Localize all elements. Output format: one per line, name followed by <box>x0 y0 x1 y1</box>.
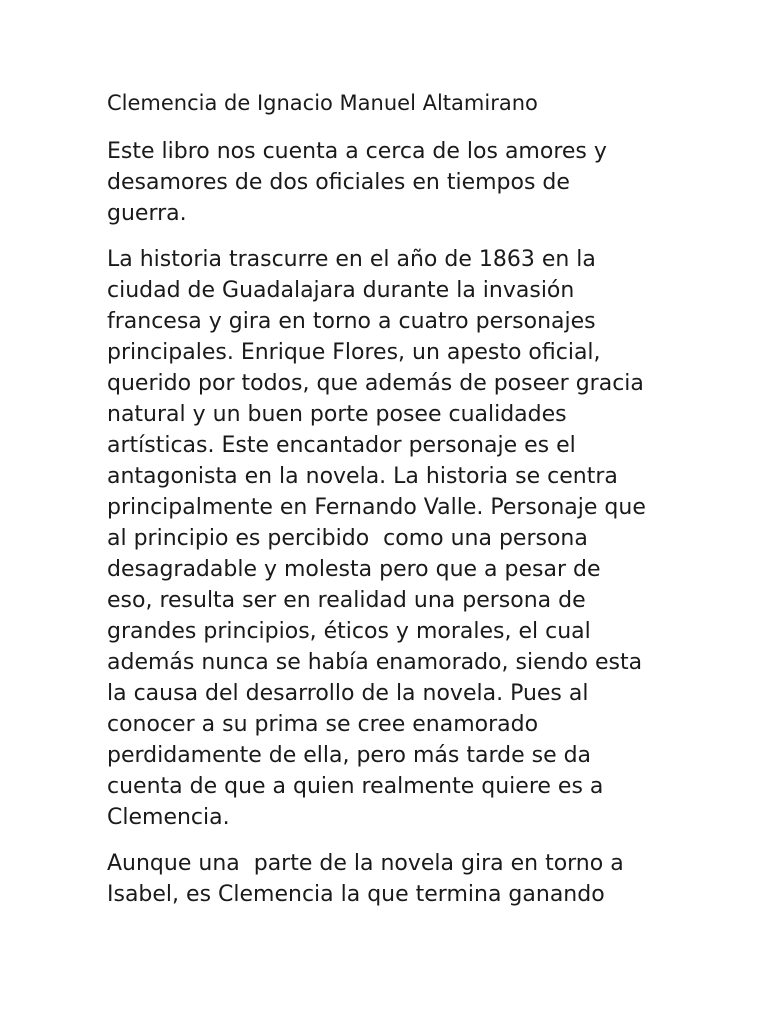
text-line: natural y un buen porte posee cualidades <box>107 402 567 427</box>
text-line: ciudad de Guadalajara durante la invasión <box>107 278 575 303</box>
text-line: la causa del desarrollo de la novela. Pues al <box>107 681 589 706</box>
text-line: Clemencia. <box>107 805 230 830</box>
text-line: eso, resulta ser en realidad una persona de <box>107 588 586 613</box>
text-line: Aunque una parte de la novela gira en torno a <box>107 851 624 876</box>
text-line: La historia trascurre en el año de 1863 en la <box>107 247 596 272</box>
text-line: al principio es percibido como una persona <box>107 526 588 551</box>
text-line: Isabel, es Clemencia la que termina ganando <box>107 882 605 907</box>
text-line: principalmente en Fernando Valle. Personaje que <box>107 495 646 520</box>
text-line: antagonista en la novela. La historia se centra <box>107 464 618 489</box>
document-title: Clemencia de Ignacio Manuel Altamirano <box>107 91 538 115</box>
text-line: desagradable y molesta pero que a pesar de <box>107 557 601 582</box>
text-line: francesa y gira en torno a cuatro personajes <box>107 309 596 334</box>
text-line: guerra. <box>107 201 187 226</box>
paragraph-3 <box>107 848 697 910</box>
text-line: querido por todos, que además de poseer gracia <box>107 371 644 396</box>
document-body <box>107 88 697 925</box>
text-line: desamores de dos oficiales en tiempos de <box>107 170 570 195</box>
text-line: Este libro nos cuenta a cerca de los amores y <box>107 139 607 164</box>
text-line: conocer a su prima se cree enamorado <box>107 712 539 737</box>
text-line: principales. Enrique Flores, un apesto oficial, <box>107 340 601 365</box>
text-line: además nunca se había enamorado, siendo esta <box>107 650 643 675</box>
paragraph-1 <box>107 136 697 229</box>
paragraph-2 <box>107 244 697 833</box>
text-line: artísticas. Este encantador personaje es el <box>107 433 576 458</box>
text-line: grandes principios, éticos y morales, el cual <box>107 619 591 644</box>
text-line: perdidamente de ella, pero más tarde se da <box>107 743 592 768</box>
text-line: cuenta de que a quien realmente quiere es a <box>107 774 604 799</box>
